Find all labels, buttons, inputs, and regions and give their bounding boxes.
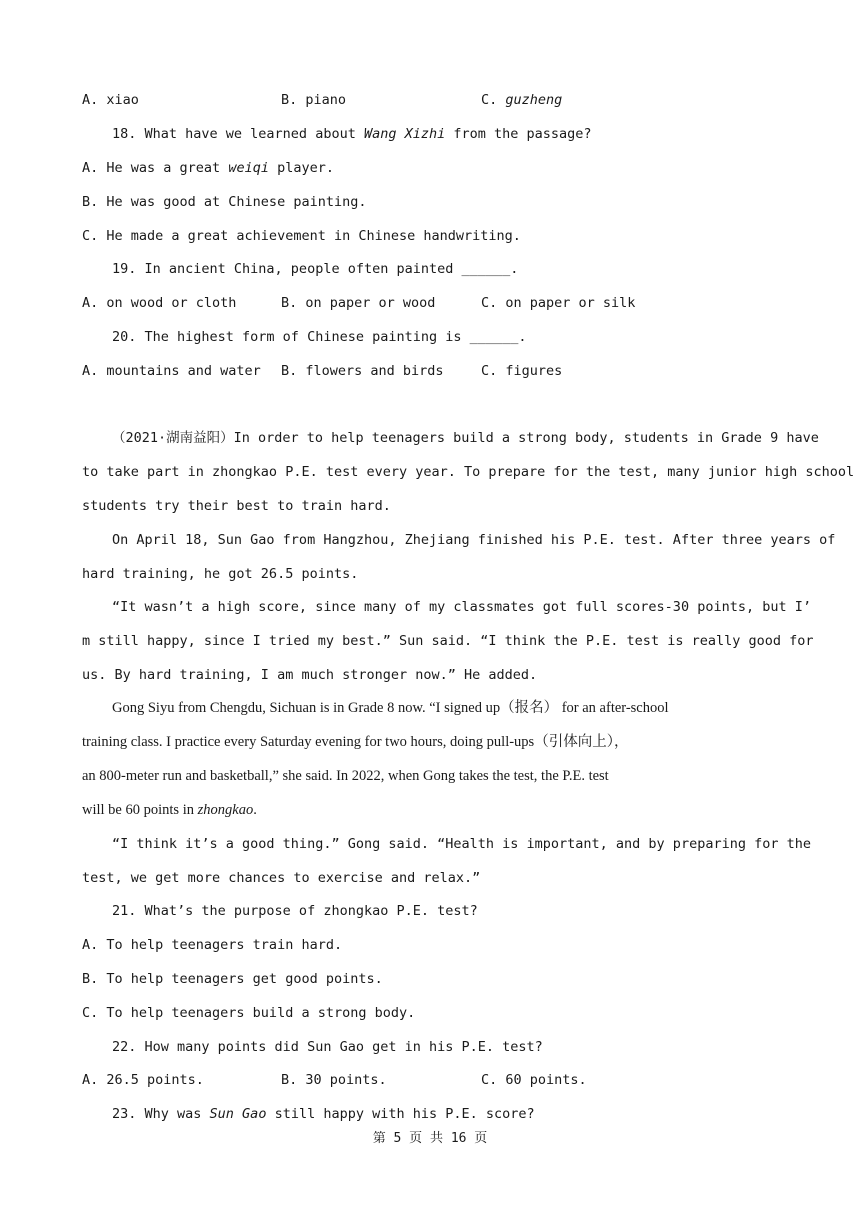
passage-p2-line2: hard training, he got 26.5 points. — [82, 566, 359, 582]
option-20-a: A. mountains and water — [82, 363, 261, 379]
passage-p3-line2: m still happy, since I tried my best.” Sun said. “I think the P.E. test is really good for — [82, 633, 814, 649]
question-19: 19. In ancient China, people often painted ______. — [112, 261, 519, 277]
passage-p4-line2: training class. I practice every Saturday evening for two hours, doing pull-ups（引体向上）， — [82, 734, 629, 750]
option-18-b: B. He was good at Chinese painting. — [82, 194, 367, 210]
question-21: 21. What’s the purpose of zhongkao P.E. test? — [112, 903, 478, 919]
option-22-a: A. 26.5 points. — [82, 1072, 204, 1088]
option-22-c: C. 60 points. — [481, 1072, 587, 1088]
question-20: 20. The highest form of Chinese painting is ______. — [112, 329, 527, 345]
question-18: 18. What have we learned about Wang Xizhi from the passage? — [112, 126, 592, 142]
passage-p1-line3: students try their best to train hard. — [82, 498, 391, 514]
passage-p5-line2: test, we get more chances to exercise and relax.” — [82, 870, 481, 886]
passage-p1-line2: to take part in zhongkao P.E. test every year. To prepare for the test, many junior high school — [82, 464, 855, 480]
passage-p3-line1: “It wasn’t a high score, since many of my classmates got full scores-30 points, but I’ — [112, 599, 811, 615]
passage-p5-line1: “I think it’s a good thing.” Gong said. “Health is important, and by preparing for the — [112, 836, 811, 852]
option-18-c: C. He made a great achievement in Chinese handwriting. — [82, 228, 521, 244]
passage-p3-line3: us. By hard training, I am much stronger now.” He added. — [82, 667, 538, 683]
passage-p4-line3: an 800-meter run and basketball,” she said. In 2022, when Gong takes the test, the P.E. test — [82, 768, 609, 784]
option-21-c: C. To help teenagers build a strong body. — [82, 1005, 416, 1021]
option-19-b: B. on paper or wood — [281, 295, 436, 311]
option-18-a: A. He was a great weiqi player. — [82, 160, 334, 176]
option-21-a: A. To help teenagers train hard. — [82, 937, 343, 953]
question-23: 23. Why was Sun Gao still happy with his P.E. score? — [112, 1106, 535, 1122]
option-20-b: B. flowers and birds — [281, 363, 444, 379]
passage-p4-line4: will be 60 points in zhongkao. — [82, 802, 257, 818]
option-17-a: A. xiao — [82, 92, 139, 108]
option-17-b: B. piano — [281, 92, 347, 108]
option-19-a: A. on wood or cloth — [82, 295, 237, 311]
option-22-b: B. 30 points. — [281, 1072, 387, 1088]
option-19-c: C. on paper or silk — [481, 295, 636, 311]
passage-p1-line1: （2021·湖南益阳）In order to help teenagers build a strong body, students in Grade 9 have — [112, 430, 819, 446]
option-21-b: B. To help teenagers get good points. — [82, 971, 383, 987]
option-20-c: C. figures — [481, 363, 563, 379]
page-footer: 第 5 页 共 16 页 — [372, 1131, 488, 1146]
passage-p4-line1: Gong Siyu from Chengdu, Sichuan is in Grade 8 now. “I signed up（报名） for an after-school — [112, 700, 669, 716]
option-17-c: C. guzheng — [481, 92, 563, 108]
passage-p2-line1: On April 18, Sun Gao from Hangzhou, Zhejiang finished his P.E. test. After three years of — [112, 532, 836, 548]
question-22: 22. How many points did Sun Gao get in his P.E. test? — [112, 1039, 543, 1055]
